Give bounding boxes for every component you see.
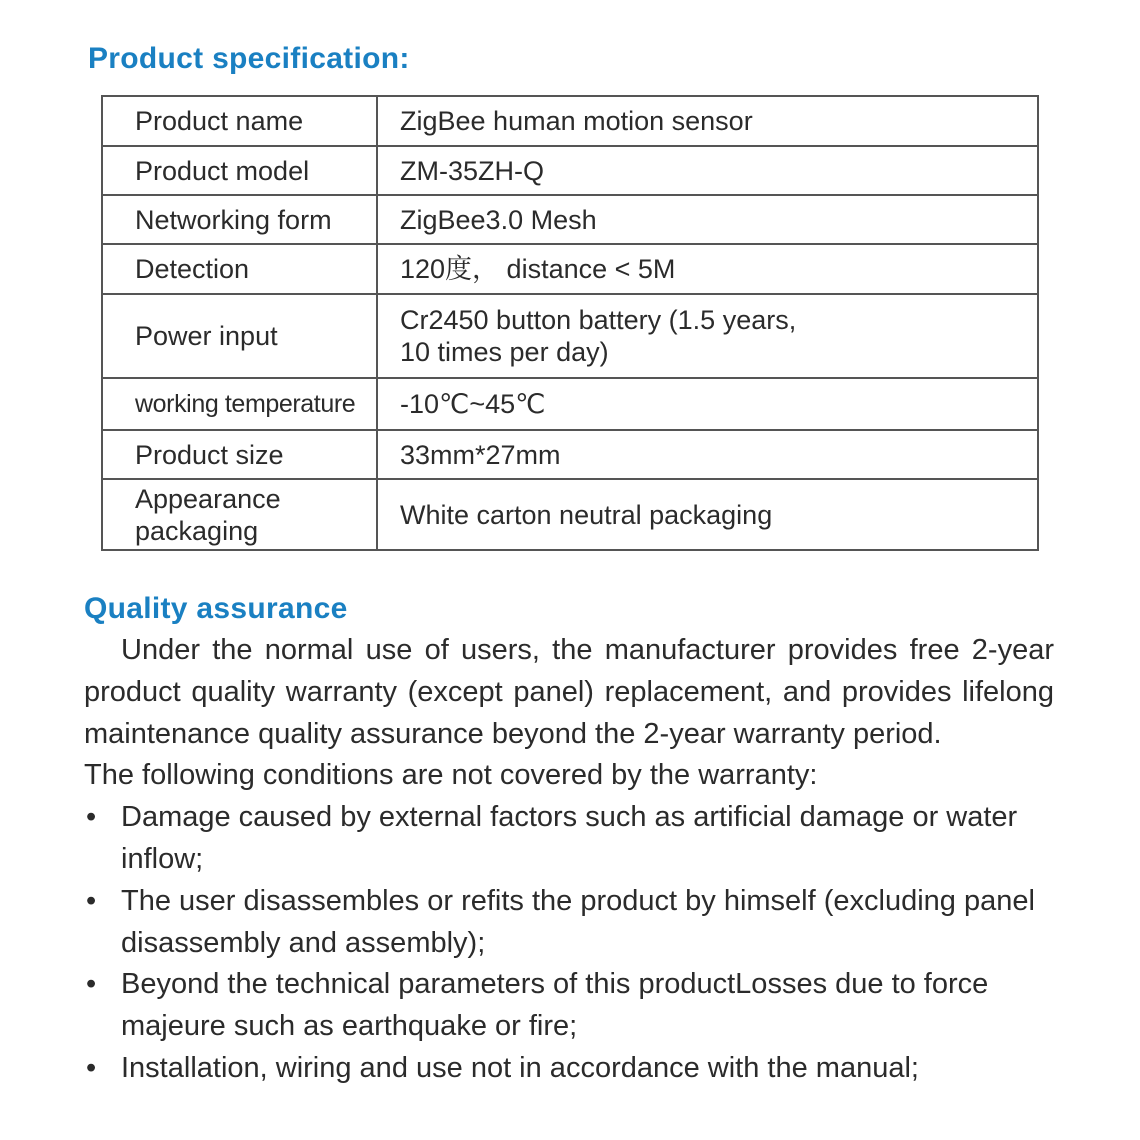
qa-paragraph: Under the normal use of users, the manufacturer provides free 2-year product quality warranty (except panel) replacement, and provides lifelong maintenance quality assurance beyond the 2-year warranty period. xyxy=(84,634,1054,750)
qa-conditions-intro: The following conditions are not covered by the warranty: xyxy=(84,759,818,792)
list-item xyxy=(84,1048,1054,1090)
spec-key xyxy=(102,479,377,550)
spec-value: ZigBee human motion sensor xyxy=(377,96,1038,146)
spec-value: White carton neutral packaging xyxy=(377,479,1038,550)
spec-table xyxy=(101,95,1039,551)
spec-key: Detection xyxy=(102,244,377,294)
spec-value: 33mm*27mm xyxy=(377,430,1038,479)
list-item-text: The user disassembles or refits the product by himself (excluding panel disassembly and assembly); xyxy=(121,884,1035,959)
list-item xyxy=(84,964,1054,1048)
spec-key: Networking form xyxy=(102,195,377,244)
spec-value: ZM-35ZH-Q xyxy=(377,146,1038,195)
table-row xyxy=(102,479,1038,550)
spec-value: -10℃~45℃ xyxy=(377,378,1038,430)
bullet-icon: • xyxy=(86,884,97,917)
qa-heading: Quality assurance xyxy=(84,592,348,625)
list-item-text: Damage caused by external factors such as artificial damage or water inflow; xyxy=(121,801,1018,875)
spec-heading: Product specification: xyxy=(88,42,410,75)
list-item-text: Installation, wiring and use not in accordance with the manual; xyxy=(121,1051,919,1084)
spec-value: ZigBee3.0 Mesh xyxy=(377,195,1038,244)
spec-value-line: Cr2450 button battery (1.5 years, xyxy=(400,305,797,335)
bullet-icon: • xyxy=(86,801,97,834)
table-row xyxy=(102,294,1038,378)
qa-bullet-list xyxy=(84,797,1054,1090)
table-row xyxy=(102,430,1038,479)
table-row xyxy=(102,244,1038,294)
spec-key: Power input xyxy=(102,294,377,378)
qa-section xyxy=(84,630,1054,1090)
list-item-text: Beyond the technical parameters of this productLosses due to force majeure such as earthquake or fire; xyxy=(121,968,989,1043)
table-row xyxy=(102,146,1038,195)
spec-key: Product name xyxy=(102,96,377,146)
spec-value-line: 10 times per day) xyxy=(400,337,609,367)
spec-key-line: packaging xyxy=(135,515,259,546)
spec-key: working temperature xyxy=(102,378,377,430)
table-row xyxy=(102,195,1038,244)
spec-key: Product model xyxy=(102,146,377,195)
list-item xyxy=(84,797,1054,881)
bullet-icon: • xyxy=(86,968,97,1001)
spec-key-line: Appearance xyxy=(135,483,281,514)
table-row xyxy=(102,378,1038,430)
spec-key: Product size xyxy=(102,430,377,479)
bullet-icon: • xyxy=(86,1051,97,1084)
list-item xyxy=(84,881,1054,965)
spec-value xyxy=(377,294,1038,378)
spec-value: 120度， distance < 5M xyxy=(377,244,1038,294)
table-row xyxy=(102,96,1038,146)
